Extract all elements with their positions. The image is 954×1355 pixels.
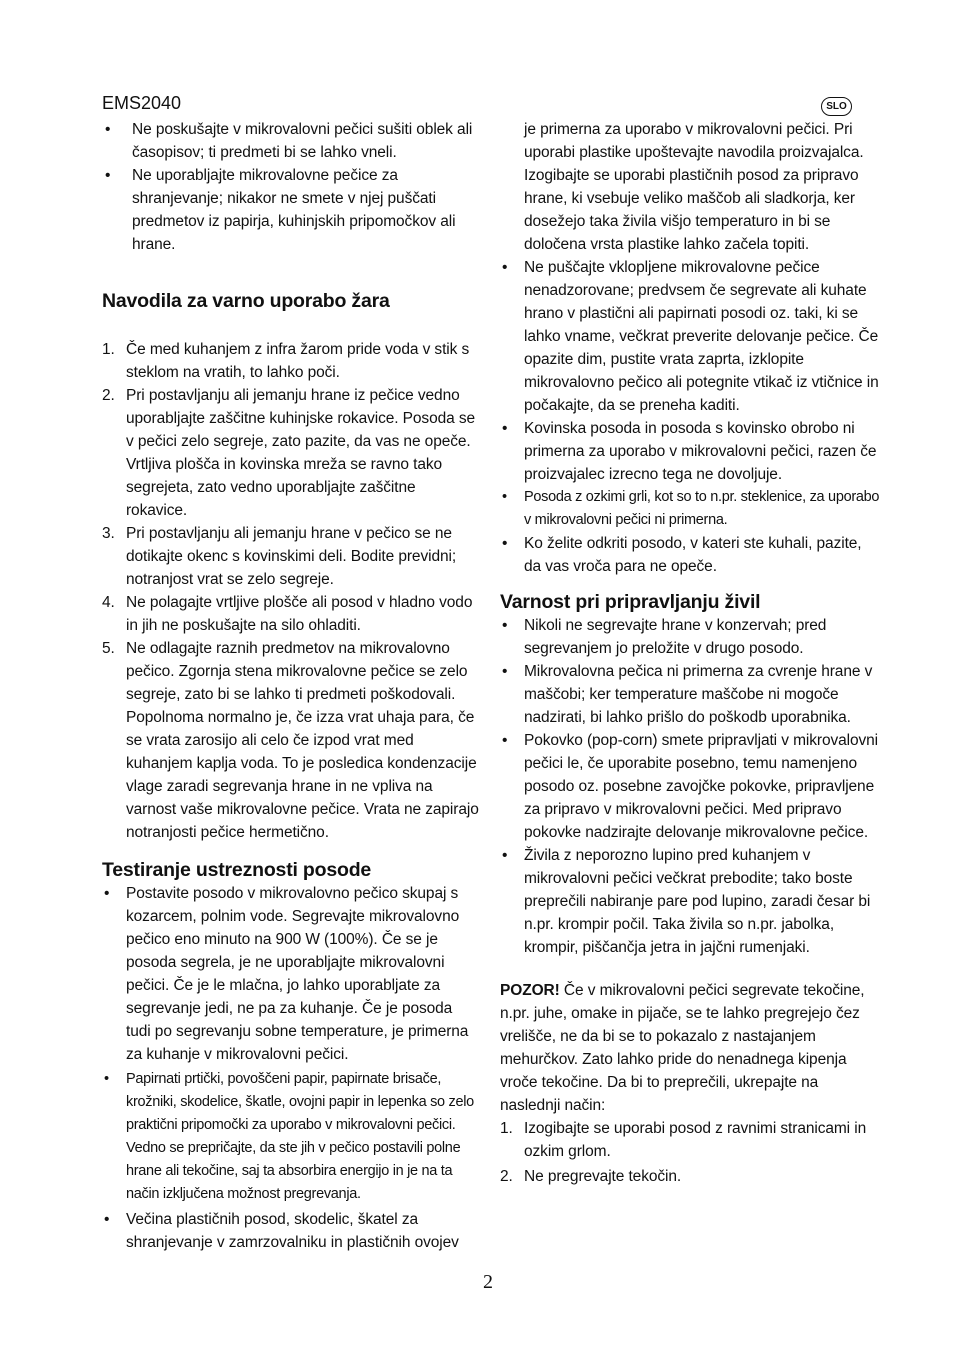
list-item: • Pokovko (pop-corn) smete pripravljati v mikrovalovni pečici le, če uporabite posebno, temu namenjeno posodo oz. posebne zavojčke pokovke, pripravljene za pripravo v mikrovalovni pečici. Med pripravo pokovke nadzirajte delovanje mikrovalovne pečice. <box>500 729 880 844</box>
intro-bullet-list <box>102 118 480 256</box>
list-item: • Ne uporabljajte mikrovalovne pečice za shranjevanje; nikakor ne smete v njej puščati predmetov iz papirja, kuhinjskih pripomočkov ali hrane. <box>102 164 480 256</box>
item-number: 2. <box>102 387 115 404</box>
warning-paragraph <box>500 979 880 1117</box>
list-item <box>102 637 480 844</box>
item-text: Ne odlagajte raznih predmetov na mikrovalovno pečico. Zgornja stena mikrovalovne pečice se zelo segreje, zato bi se lahko ti predmeti poškodovali. Popolnoma normalno je, če izza vrat uhaja para, če se vrata zarosijo ali celo če izpod vrat med kuhanjem kaplja voda. To je posledica kondenzacije vlage zaradi segrevanja hrane in ne vpliva na varnost vaše mikrovalovne pečice. Vrata ne zapirajo notranjosti pečice hermetično. <box>126 640 479 841</box>
item-number: 4. <box>102 594 115 611</box>
continued-paragraph: je primerna za uporabo v mikrovalovni pečici. Pri uporabi plastike upoštevajte navodila proizvajalca. Izogibajte se uporabi plastičnih posod za pripravo hrane, ki vsebuje veliko maščob ali sladkorja, ker dosežejo taka živila višjo temperaturo in bi se določena vrsta plastike lahko začela topiti. <box>524 121 864 253</box>
list-item <box>500 1165 880 1188</box>
model-number: EMS2040 <box>102 93 182 113</box>
list-item: • Kovinska posoda in posoda s kovinsko obrobo ni primerna za uporabo v mikrovalovni pečici, razen če proizvajalec izrecno tega ne dovoljuje. <box>500 417 880 486</box>
list-item <box>102 384 480 522</box>
item-text: Ne pregrevajte tekočin. <box>524 1168 682 1185</box>
item-number: 2. <box>500 1168 513 1185</box>
testing-bullet-list <box>102 882 480 1254</box>
right-bullet-list <box>500 256 880 578</box>
item-number: 5. <box>102 640 115 657</box>
list-item <box>102 591 480 637</box>
list-item: • Nikoli ne segrevajte hrane v konzervah; pred segrevanjem jo preložite v drugo posodo. <box>500 614 880 660</box>
list-item <box>102 338 480 384</box>
item-number: 1. <box>500 1120 513 1137</box>
item-text: Izogibajte se uporabi posod z ravnimi stranicami in ozkim grlom. <box>524 1120 867 1160</box>
list-item: • Mikrovalovna pečica ni primerna za cvrenje hrane v maščobi; ker temperature maščobe ni mogoče nadzirati, bi lahko prišlo do poškodb uporabnika. <box>500 660 880 729</box>
item-text: Če med kuhanjem z infra žarom pride voda v stik s steklom na vratih, to lahko poči. <box>126 341 470 381</box>
list-item: • Živila z neporozno lupino pred kuhanjem v mikrovalovni pečici večkrat prebodite; tako boste preprečili nabiranje pare pod lupino, zaradi česar bi n.pr. krompir počil. Taka živila so n.pr. jabolka, krompir, piščančja jetra in jajčni rumenjaki. <box>500 844 880 959</box>
section-heading-testing: Testiranje ustreznosti posode <box>102 859 372 881</box>
right-column <box>500 118 880 1188</box>
food-safety-bullet-list <box>500 614 880 959</box>
list-item <box>102 522 480 591</box>
list-item: • Postavite posodo v mikrovalovno pečico skupaj s kozarcem, polnim vode. Segrevajte mikrovalovno pečico eno minuto na 900 W (100%). Če se je posoda segrela, je ne uporabljajte mikrovalovni pečici. Če je le mlačna, jo lahko uporabljate za segrevanje jedi, ne pa za kuhanje. Če je posoda tudi po segrevanju sobne temperature, je primerna za kuhanje v mikrovalovni pečici. <box>102 882 480 1066</box>
item-text: Pri postavljanju ali jemanju hrane v pečico se ne dotikajte okenc s kovinskimi deli. Bodite previdni; notranjost vrat se zelo segreje. <box>126 525 457 588</box>
section-heading-food-safety: Varnost pri pripravljanju živil <box>500 591 761 613</box>
list-item <box>500 1117 880 1163</box>
item-text: Pri postavljanju ali jemanju hrane iz pečice vedno uporabljajte zaščitne kuhinjske rokavice. Posoda se v pečici zelo segreje, zato pazite, da vas ne opeče. Vrtljiva plošča in kovinska mreža se ravno tako segrejeta, zato vedno uporabljajte zaščitne rokavice. <box>126 387 476 519</box>
warning-text: Če v mikrovalovni pečici segrevate tekočine, n.pr. juhe, omake in pijače, se te lahko pregrejejo čez vrelišče, ne da bi se to pokazalo z nastajanjem mehurčkov. Zato lahko pride do nenadnega kipenja vroče tekočine. Da bi to preprečili, ukrepajte na naslednji način: <box>500 982 865 1114</box>
left-column <box>102 118 480 1254</box>
warning-numbered-list <box>500 1117 880 1188</box>
list-item: • Posoda z ozkimi grli, kot so to n.pr. steklenice, za uporabo v mikrovalovni pečici ni primerna. <box>500 486 880 532</box>
item-number: 3. <box>102 525 115 542</box>
page-number: 2 <box>483 1271 493 1293</box>
list-item: • Papirnati prtički, povoščeni papir, papirnate brisače, krožniki, skodelice, škatle, ovojni papir in lepenka so zelo praktični pripomočki za uporabo v mikrovalovni pečici. Vedno se prepričajte, da ste jih v pečico postavili polne hrane ali tekočine, saj ta absorbira energijo in je na ta način izključena možnost pregrevanja. <box>102 1068 480 1206</box>
language-badge: SLO <box>821 97 852 116</box>
item-number: 1. <box>102 341 115 358</box>
grill-numbered-list <box>102 338 480 844</box>
warning-label: POZOR! <box>500 982 560 999</box>
list-item: • Večina plastičnih posod, skodelic, škatel za shranjevanje v zamrzovalniku in plastičnih ovojev <box>102 1208 480 1254</box>
list-item: • Ne puščajte vklopljene mikrovalovne pečice nenadzorovane; predvsem če segrevate ali kuhate hrano v plastični ali papirnati posodi oz. taki, ki se lahko vname, večkrat preverite delovanje pečice. Če opazite dim, pustite vrata zaprta, izklopite mikrovalovno pečico ali potegnite vtikač iz vtičnice in počakajte, da se preneha kaditi. <box>500 256 880 417</box>
list-item: • Ko želite odkriti posodo, v kateri ste kuhali, pazite, da vas vroča para ne opeče. <box>500 532 880 578</box>
section-heading-grill: Navodila za varno uporabo žara <box>102 290 390 312</box>
list-item: • Ne poskušajte v mikrovalovni pečici sušiti oblek ali časopisov; ti predmeti bi se lahko vneli. <box>102 118 480 164</box>
item-text: Ne polagajte vrtljive plošče ali posod v hladno vodo in jih ne poskušajte na silo ohladiti. <box>126 594 473 634</box>
